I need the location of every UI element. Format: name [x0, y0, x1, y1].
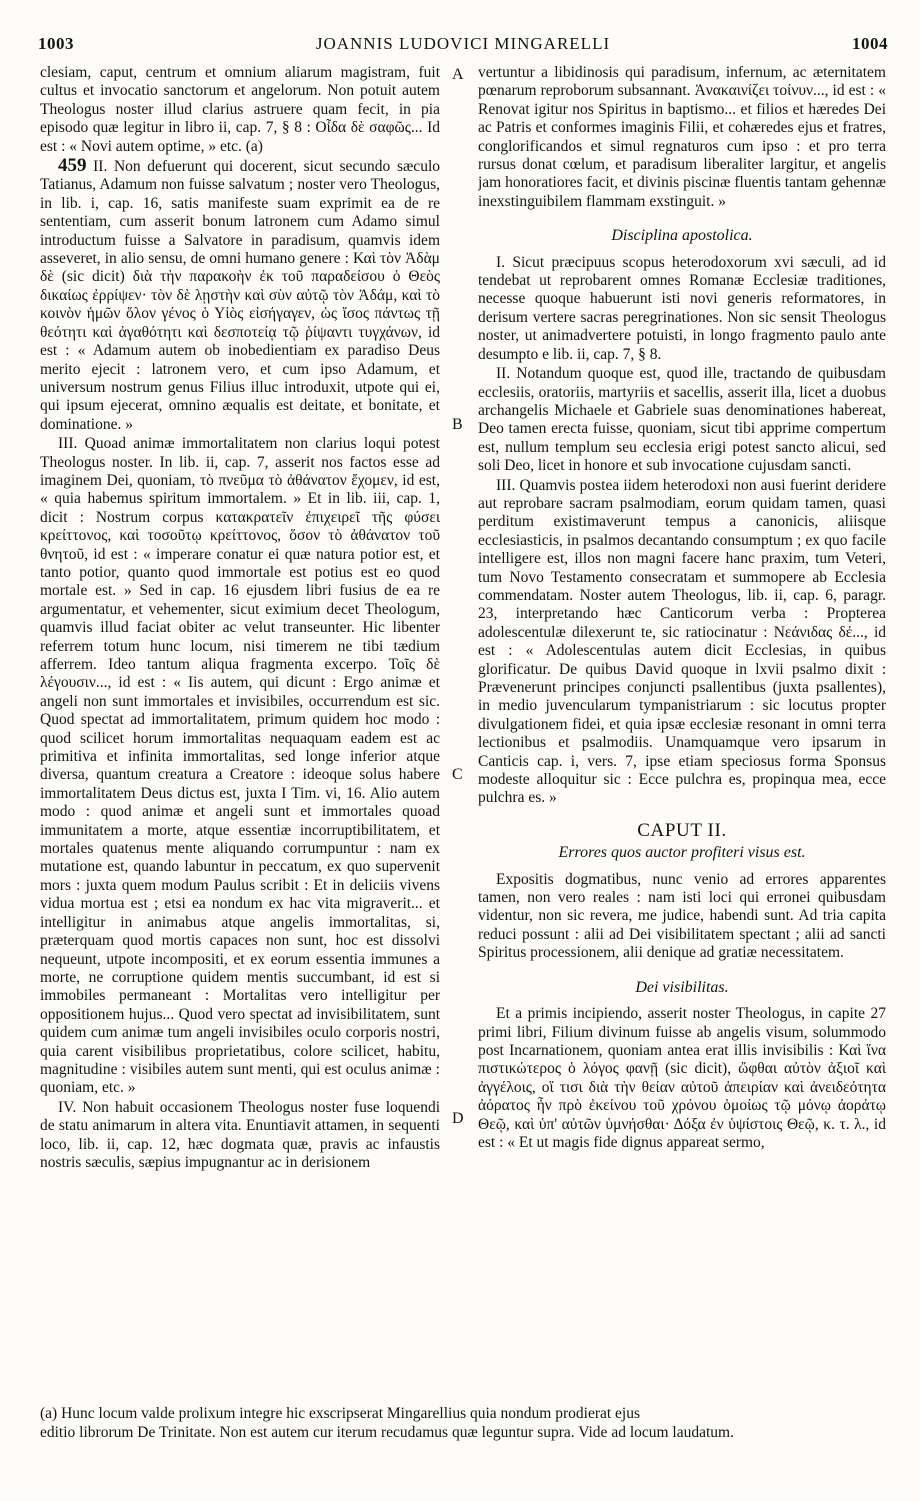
paragraph-text: II. Non defuerunt qui docerent, sicut secundo sæculo Tatianus, Adamum non fuisse salvatum ; noster vero Theologus, in lib. i, cap. 16, satis manifeste suam exprimit ea de re sententiam, cum asserit bonum latronem cum Adamo simul introductum fuisse a Salvatore in paradisum, quamvis idem asseveret, in alio sensu, de omni humano genere : Καὶ τὸν Ἀδὰμ δὲ (sic dicit) διὰ τὴν παρακοὴν ἐκ τοῦ παραδείσου ὁ Θεὸς δικαίως ἐρρίψεν· τὸν δὲ λῃστὴν καὶ σὺν αὐτῷ τὸν Ἀδάμ, καὶ τὸ κοινὸν ἡμῶν ὅλον γένος ὁ Υἱὸς εἰσήγαγεν, ὡς ἴσος πάντως τῇ θεότητι καὶ ἀγαθότητι καὶ δεσποτείᾳ τῷ ῥίψαντι τυγχάνων, id est : « Adamum autem ob inobedientiam ex paradiso Deus merito ejecit : latronem vero, et cum ipso Adamum, et universum nostrum genus Filius illuc introduxit, utpote qui ei, qui ipsum ejecerat, omnino æqualis est deitate, et bonitate, et dominatione. » — [40, 158, 440, 433]
footnote-line: editio librorum De Trinitate. Non est autem cur iterum recudamus quæ leguntur supra. Vide ad locum laudatum. — [40, 1423, 734, 1441]
left-column — [40, 64, 440, 1234]
paragraph: I. Sicut præcipuus scopus heterodoxorum xvi sæculi, ad id tendebat ut reprobarent omnes Romanæ Ecclesiæ traditiones, necesse quoque habuerunt isti novi generis reformatores, in derisum vertere sacras peregrinationes. Non sic sensit Theologus noster, ut animadvertere potuisti, in longo fragmento paulo ante desumpto e lib. ii, cap. 7, § 8. — [478, 253, 886, 363]
margin-letter-c: C — [452, 766, 463, 783]
section-heading: Dei visibilitas. — [635, 978, 729, 996]
running-header — [38, 34, 888, 58]
margin-letter-d: D — [452, 1110, 464, 1127]
section-number: 459 — [58, 155, 87, 177]
chapter-subtitle: Errores quos auctor profiteri visus est. — [558, 844, 806, 862]
running-title: JOANNIS LUDOVICI MINGARELLI — [315, 34, 611, 53]
paragraph: vertuntur a libidinosis qui paradisum, infernum, ac æternitatem pœnarum reproborum subsannant. Ἀνακαινίζει τοίνυν..., id est : « Renovat igitur nos Spiritus in baptismo... et filios et hæredes Dei ac Patris et conformes imaginis Filii, et cohæredes ejus et fratres, conglorificandos et simul regnaturos cum ipso : et pro terra rursus donat cœlum, et paradisum liberaliter largitur, et angelis jam honoratiores facit, et divinis piscinæ fluentis tantam gehennæ inexstinguibilem flammam exstinguit. » — [478, 64, 886, 210]
chapter-heading: CAPUT II. — [637, 819, 727, 841]
footnote-line: (a) Hunc locum valde prolixum integre hic exscripserat Mingarellius quia nondum prodierat ejus — [40, 1405, 641, 1422]
paragraph: IV. Non habuit occasionem Theologus noster fuse loquendi de statu animarum in altera vita. Enuntiavit attamen, in sequenti loco, lib. ii, cap. 12, hæc dogmata quæ, pravis ac infaustis nostris sæculis, sæpius impugnantur ac in derisionem — [40, 1098, 440, 1171]
paragraph: III. Quoad animæ immortalitatem non clarius loqui potest Theologus noster. In lib. ii, cap. 7, asserit nos factos esse ad imaginem Dei, quoniam, τὸ πνεῦμα τὸ ἀθάνατον ἔχομεν, id est, « quia habemus spiritum immortalem. » Et in lib. iii, cap. 1, dicit : Nostrum corpus κατακρατεῖν ἐπιχειρεῖ τῆς φύσει κρείττονος, καὶ τοσοῦτῳ κρείττονος, ὅσον τὸ ἀθάνατον τοῦ θνητοῦ, id est : « imperare conatur ei quæ natura potior est, et tanto potior, quanto quod immortale est potius est eo quod mortale est. » Sed in cap. 16 ejusdem libri fusius de ea re argumentatur, et vehementer, sicut eximium decet Theologum, quamvis illud faciat obiter ac velut transeunter. Hic libenter referrem totum hunc locum, nisi timerem ne tibi tædium afferrem. Ideo tantum aliqua fragmenta excerpo. Τοῖς δὲ λέγουσιν..., id est : « Iis autem, qui dicunt : Ergo animæ et angeli non sunt immortales et invisibiles, occurrendum est sic. Quod spectat ad immortalitatem, primum quidem hoc modo : quod scilicet horum immortalitas nequaquam eadem est ac primitiva et infinita immortalitas, sed longe inferior atque diversa, quantum creatura a Creatore : ideoque solus habere immortalitatem Deus dictus est, juxta I Tim. vi, 16. Alio autem modo : quod animæ et angeli sunt et immortales quoad immunitatem a morte, atque essentiæ incorruptibilitatem, et mortales quatenus mente aliquando corrumpuntur : nam ex mutatione est, quando labuntur in peccatum, ex quo supervenit mors : juxta quem modum Paulus scribit : Et in deliciis vivens vidua mortua est ; etsi ea nondum ex hac vita migraverit... et intelligitur in animabus atque angelis immortalitas, si, præterquam quod mortis capaces non sunt, hoc est dissolvi nequeunt, utpote incompositi, et ex eorum essentia immunes a morte, ne corruptione quidem mentis succumbant, id est si immobiles permaneant : Mortalitas vero intelligitur per oppositionem hujus... Quod vero spectat ad invisibilitatem, sunt quidem cum animæ tum angeli invisibiles oculo corporis nostri, quia carent visibilibus proprietatibus, colore scilicet, habitu, magnitudine : visibiles autem sunt menti, qui est oculus animæ : quoniam, etc. » — [40, 435, 440, 1097]
section-heading: Disciplina apostolica. — [611, 227, 753, 245]
footnote — [40, 1405, 885, 1442]
right-column — [478, 64, 886, 1234]
paragraph: II. Notandum quoque est, quod ille, tractando de quibusdam ecclesiis, oratoriis, martyriis et sacellis, asserit illa, licet a duobus archangelis Michaele et Gabriele suas denominationes habereat, Deo tamen erecta fuisse, quoniam, sicut tibi apprime compertum est, nullum templum seu ecclesia erigi potest sancto alicui, sed soli Deo, licet in honore et sub invocatione cujusdam sancti. — [478, 365, 886, 475]
page-number-right: 1004 — [852, 34, 888, 53]
paragraph: III. Quamvis postea iidem heterodoxi non ausi fuerint deridere aut reprobare sacram psalmodiam, eorum quidam tamen, quasi perditum existimaverunt tempus a canonicis, aliisque ecclesiasticis, in psalmos decantando consumptum ; ex quo facile intelligere est, illos non magni facere hanc praxim, tum Veteri, tum Novo Testamento consecratam et summopere ab Ecclesia commendatam. Noster autem Theologus, lib. ii, cap. 6, paragr. 23, interpretando hæc Canticorum verba : Propterea adolescentulæ dilexerunt te, sic ratiocinatur : Νεάνιδας δέ..., id est : « Adolescentulas autem dicit Ecclesias, in quibus glorificatur. De quibus David quoque in lxvii psalmo dixit : Prævenerunt principes conjuncti psallentibus (juxta psallentes), in medio juvencularum tympanistriarum : sic locutus propter divulgationem fidei, et quia ipsæ ecclesiæ resonant in omni terra lectionibus et psalmodiis. Unamquamque vero ipsarum in Canticis cap. i, vers. 7, ipse etiam speciosus forma Sponsus modeste alloquitur sic : Ecce pulchra es, propinqua mea, ecce pulchra es. » — [478, 476, 886, 807]
paragraph: Expositis dogmatibus, nunc venio ad errores apparentes tamen, non vero reales : nam isti loci qui erronei quibusdam videntur, non sic revera, me judice, habendi sunt. Ad tria capita reduci possunt : alii ad Dei visibilitatem spectant ; alii ad sancti Spiritus processionem, alii denique ad gratiæ necessitatem. — [478, 870, 886, 962]
page-number-left: 1003 — [38, 34, 74, 53]
paragraph-with-number — [40, 157, 440, 434]
paragraph: Et a primis incipiendo, asserit noster Theologus, in capite 27 primi libri, Filium divinum fuisse ab angelis visum, solummodo post Incarnationem, quoniam antea erat illis invisibilis : Καὶ ἵνα πιστικώτερος ὁ λόγος φανῇ (sic dicit), ὤφθαι αὐτὸν ἀξιοῖ καὶ ἀγγέλοις, οἵ τισι διὰ τὴν θείαν αὐτοῦ ἀπειρίαν καὶ ἀνειδεότητα ἀόρατος ἦν πρὸ ἐκείνου τοῦ χρόνου ὁμοίως τῷ μόνῳ ἀοράτῳ Θεῷ, καὶ ὑπ' αὐτῶν ὑμνήσθαι· Δόξα ἐν ὑψίστοις Θεῷ, κ. τ. λ., id est : « Et ut magis fide dignus appareat sermo, — [478, 1005, 886, 1151]
margin-letter-a: A — [452, 66, 464, 83]
paragraph: clesiam, caput, centrum et omnium aliarum magistram, fuit cultus et invocatio sanctorum et angelorum. Non potuit autem Theologus noster illud clarius astruere quam fecit, in pia episodo quæ legitur in libro ii, cap. 7, § 8 : Οἶδα δὲ σαφῶς... Id est : « Novi autem optime, » etc. (a) — [40, 64, 440, 155]
margin-letter-b: B — [452, 416, 463, 433]
